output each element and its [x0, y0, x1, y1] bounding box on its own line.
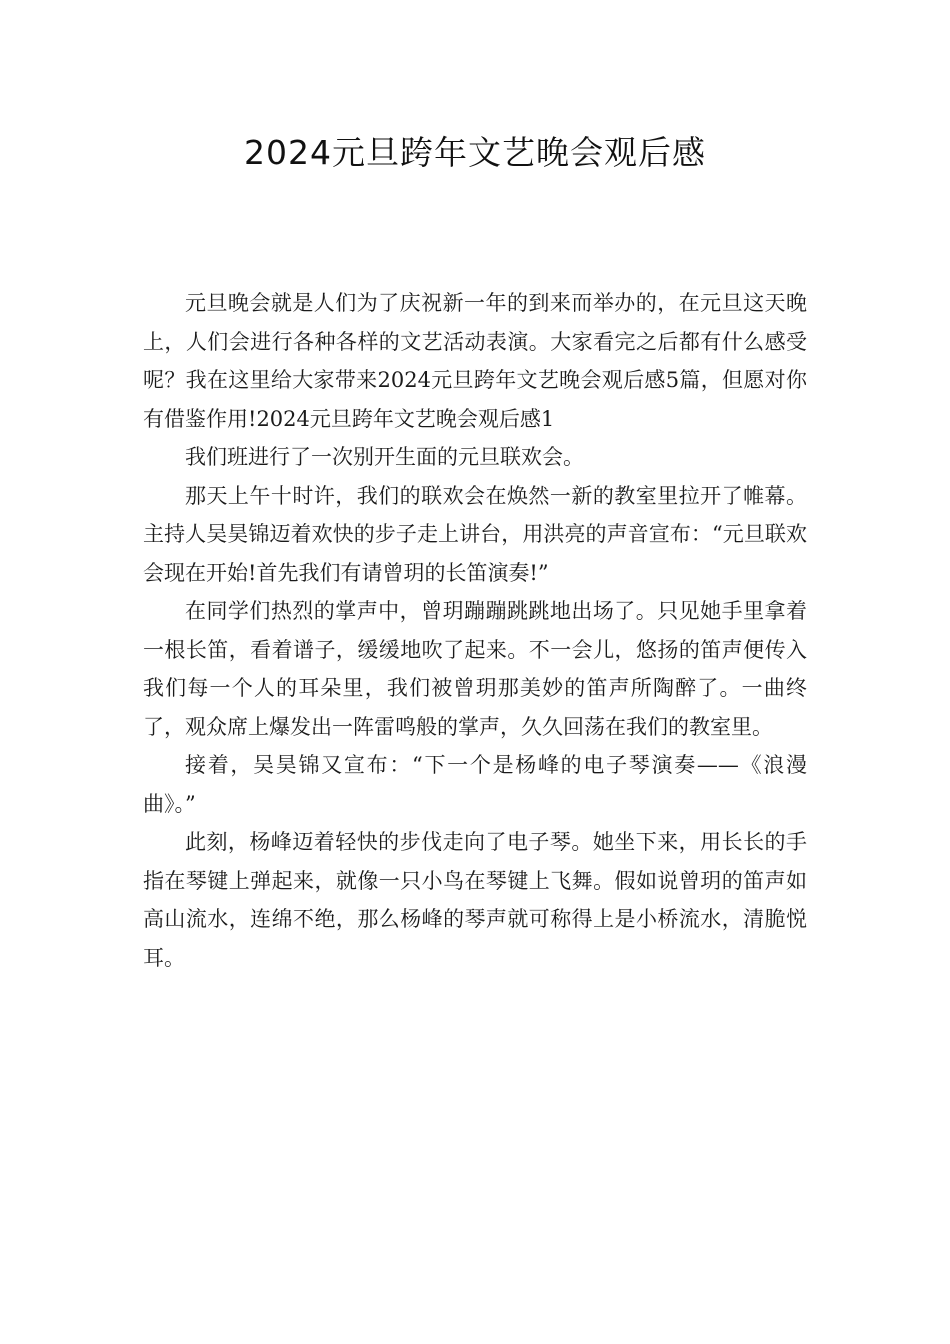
page-title: 2024元旦跨年文艺晚会观后感: [244, 133, 706, 172]
paragraph-4: 在同学们热烈的掌声中，曾玥蹦蹦跳跳地出场了。只见她手里拿着一根长笛，看着谱子，缓缓地吹了起来。不一会儿，悠扬的笛声便传入我们每一个人的耳朵里，我们被曾玥那美妙的笛声所陶醉了。一曲终了，观众席上爆发出一阵雷鸣般的掌声，久久回荡在我们的教室里。: [143, 599, 807, 739]
paragraph-6: 此刻，杨峰迈着轻快的步伐走向了电子琴。她坐下来，用长长的手指在琴键上弹起来，就像一只小鸟在琴键上飞舞。假如说曾玥的笛声如高山流水，连绵不绝，那么杨峰的琴声就可称得上是小桥流水，清脆悦耳。: [143, 830, 807, 970]
paragraph-5: 接着，吴昊锦又宣布：“下一个是杨峰的电子琴演奏——《浪漫曲》。”: [143, 753, 807, 816]
paragraph-3: 那天上午十时许，我们的联欢会在焕然一新的教室里拉开了帷幕。主持人吴昊锦迈着欢快的步子走上讲台，用洪亮的声音宣布：“元旦联欢会现在开始!首先我们有请曾玥的长笛演奏!”: [143, 483, 807, 585]
document-body: [143, 284, 807, 977]
paragraph-2: 我们班进行了一次别开生面的元旦联欢会。: [185, 445, 584, 469]
paragraph-intro: 元旦晚会就是人们为了庆祝新一年的到来而举办的，在元旦这天晚上，人们会进行各种各样的文艺活动表演。大家看完之后都有什么感受呢？我在这里给大家带来2024元旦跨年文艺晚会观后感5篇，但愿对你有借鉴作用!2024元旦跨年文艺晚会观后感1: [143, 291, 807, 431]
